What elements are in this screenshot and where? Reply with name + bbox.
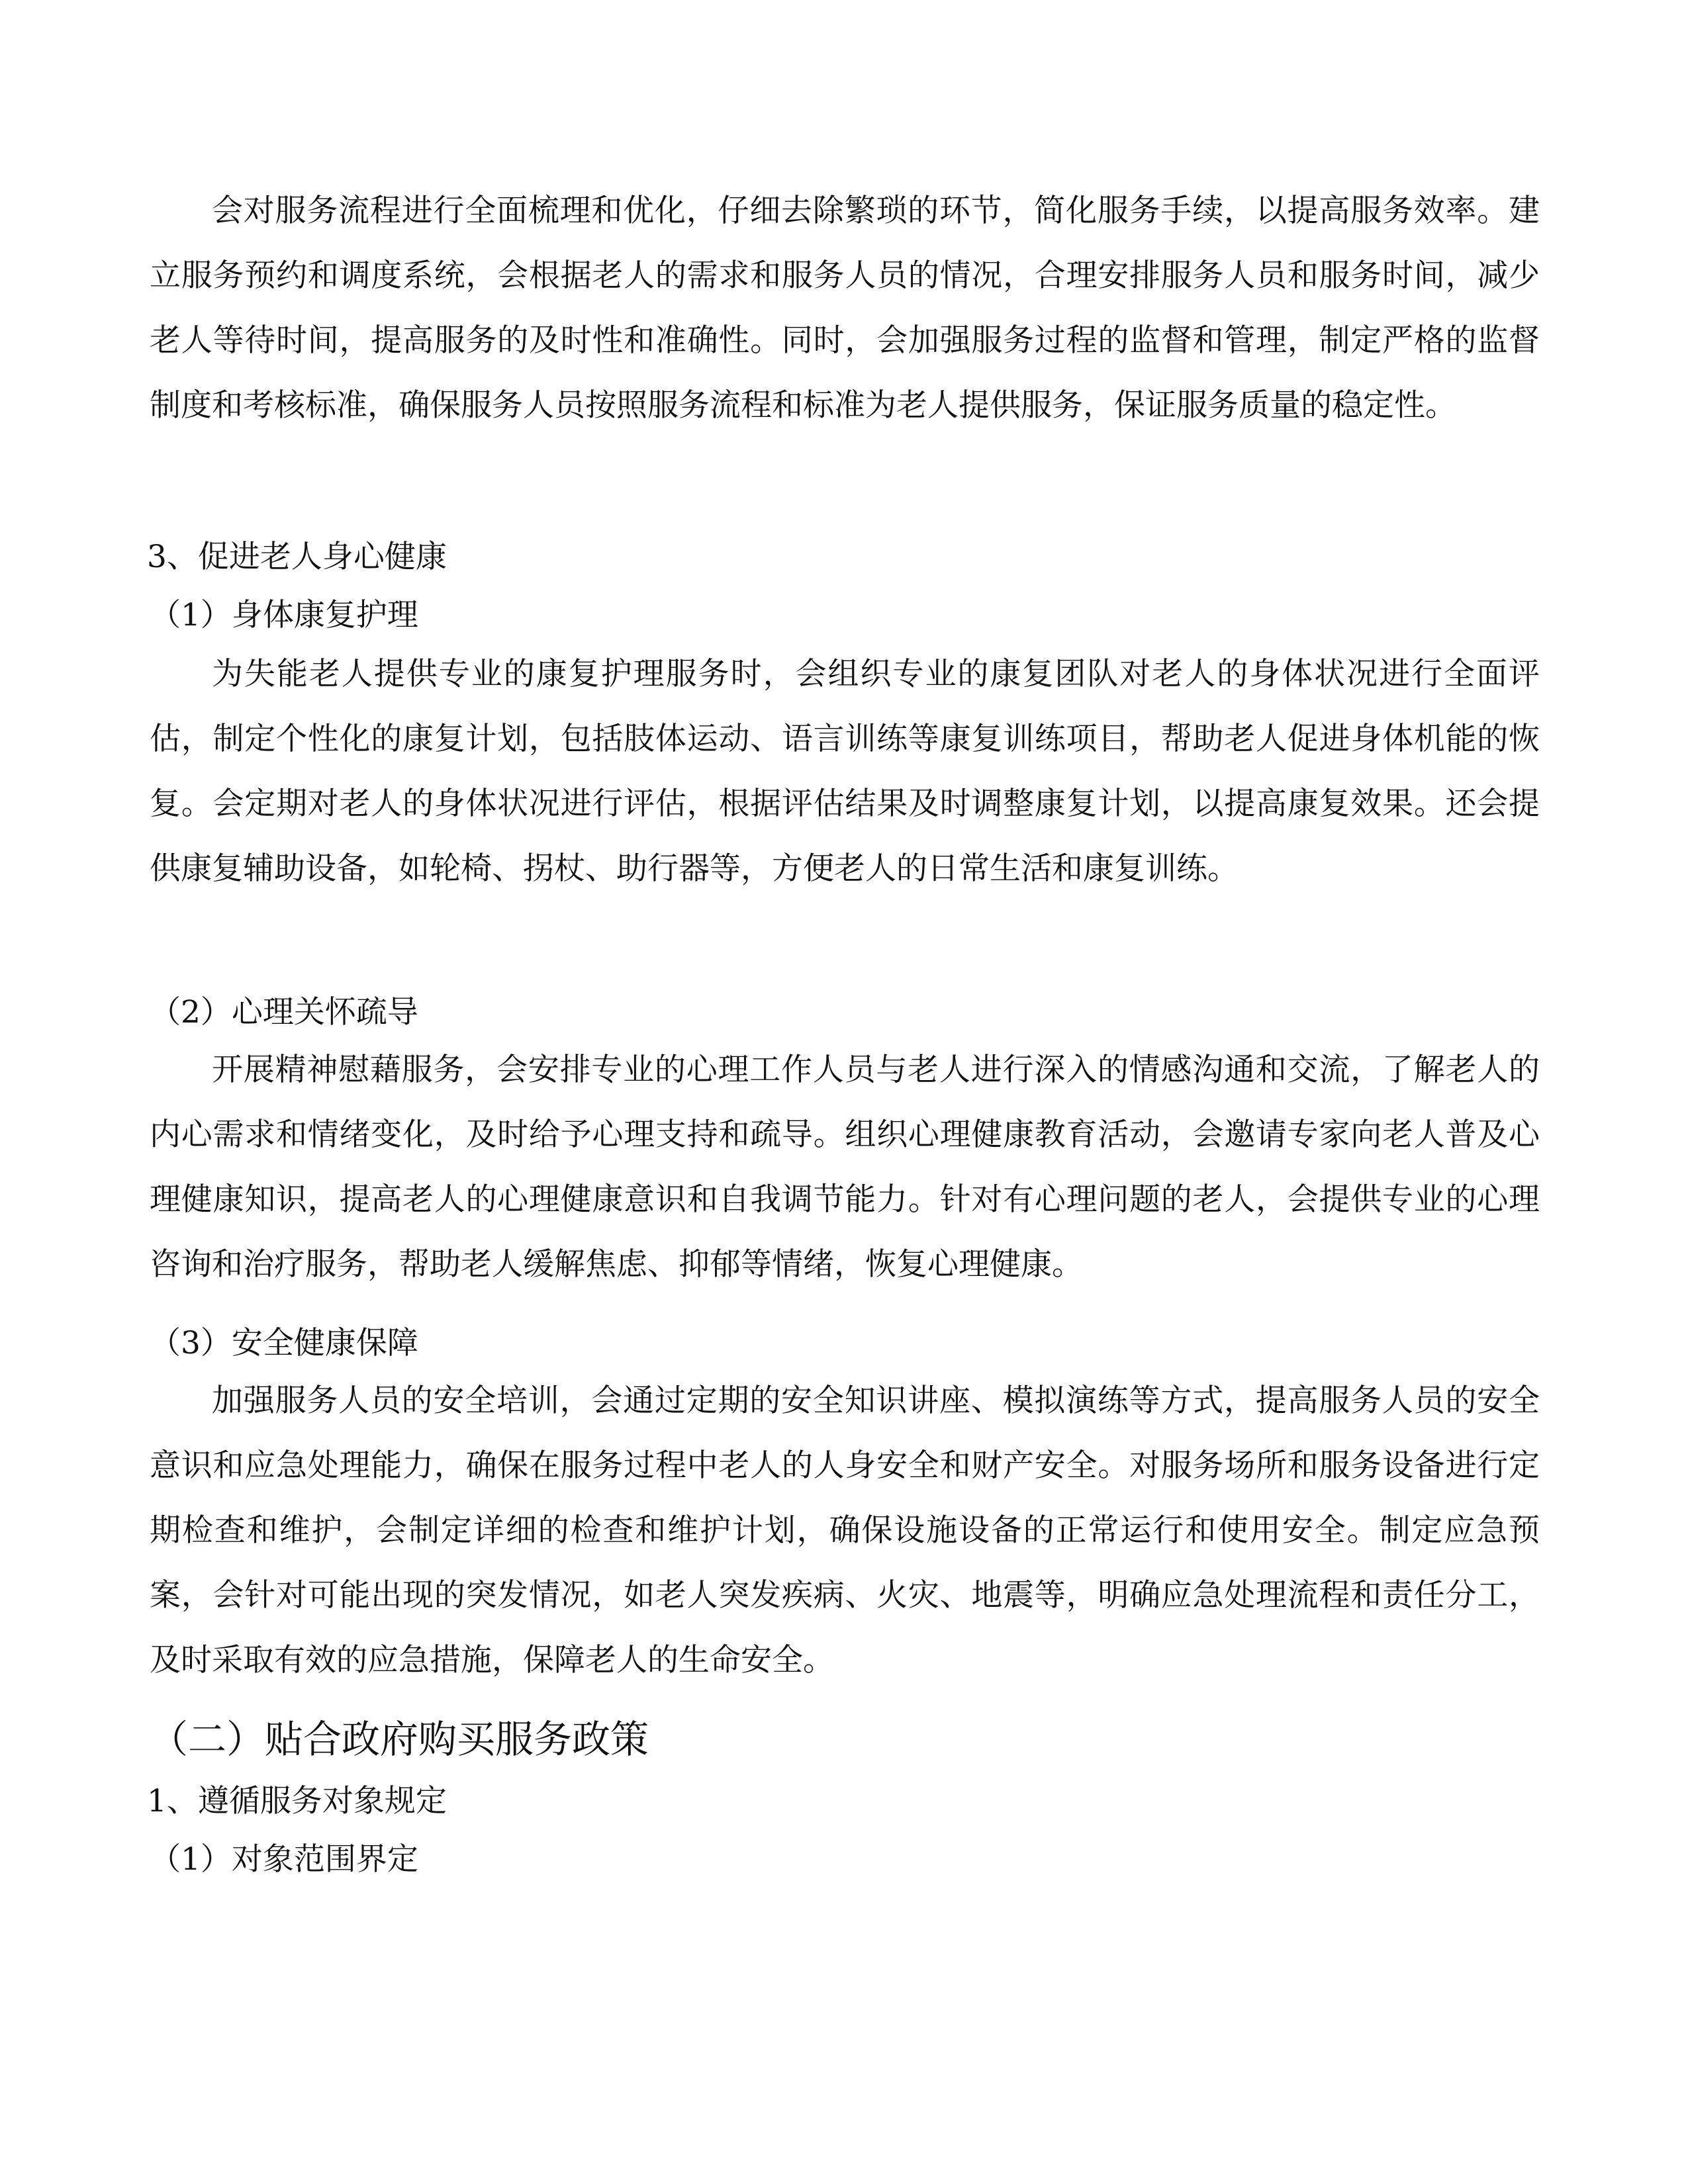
body-paragraph-psych-care: 开展精神慰藉服务，会安排专业的心理工作人员与老人进行深入的情感沟通和交流，了解老人的内心需求和情绪变化，及时给予心理支持和疏导。组织心理健康教育活动，会邀请专家向老人普及心理健康知识，提高老人的心理健康意识和自我调节能力。针对有心理问题的老人，会提供专业的心理咨询和治疗服务，帮助老人缓解焦虑、抑郁等情绪，恢复心理健康。: [150, 1052, 1540, 1283]
body-paragraph-safety: 加强服务人员的安全培训，会通过定期的安全知识讲座、模拟演练等方式，提高服务人员的安全意识和应急处理能力，确保在服务过程中老人的人身安全和财产安全。对服务场所和服务设备进行定期检查和维护，会制定详细的检查和维护计划，确保设施设备的正常运行和使用安全。制定应急预案，会针对可能出现的突发情况，如老人突发疾病、火灾、地震等，明确应急处理流程和责任分工，及时采取有效的应急措施，保障老人的生命安全。: [150, 1383, 1540, 1678]
section-heading-1: 1、遵循服务对象规定: [147, 1783, 447, 1819]
body-paragraph-physical-rehab: 为失能老人提供专业的康复护理服务时，会组织专业的康复团队对老人的身体状况进行全面评估，制定个性化的康复计划，包括肢体运动、语言训练等康复训练项目，帮助老人促进身体机能的恢复。会定期对老人的身体状况进行评估，根据评估结果及时调整康复计划，以提高康复效果。还会提供康复辅助设备，如轮椅、拐杖、助行器等，方便老人的日常生活和康复训练。: [150, 656, 1540, 887]
subsection-heading-safety: （3）安全健康保障: [150, 1325, 418, 1361]
body-paragraph-service-process: 会对服务流程进行全面梳理和优化，仔细去除繁琐的环节，简化服务手续，以提高服务效率。建立服务预约和调度系统，会根据老人的需求和服务人员的情况，合理安排服务人员和服务时间，减少老人等待时间，提高服务的及时性和准确性。同时，会加强服务过程的监督和管理，制定严格的监督制度和考核标准，确保服务人员按照服务流程和标准为老人提供服务，保证服务质量的稳定性。: [150, 193, 1540, 424]
chapter-heading-government-purchase: （二）贴合政府购买服务政策: [150, 1717, 649, 1762]
section-heading-3: 3、促进老人身心健康: [147, 539, 447, 575]
subsection-heading-physical-rehab: （1）身体康复护理: [150, 597, 418, 633]
subsection-heading-scope: （1）对象范围界定: [150, 1841, 418, 1878]
subsection-heading-psych-care: （2）心理关怀疏导: [150, 994, 418, 1030]
